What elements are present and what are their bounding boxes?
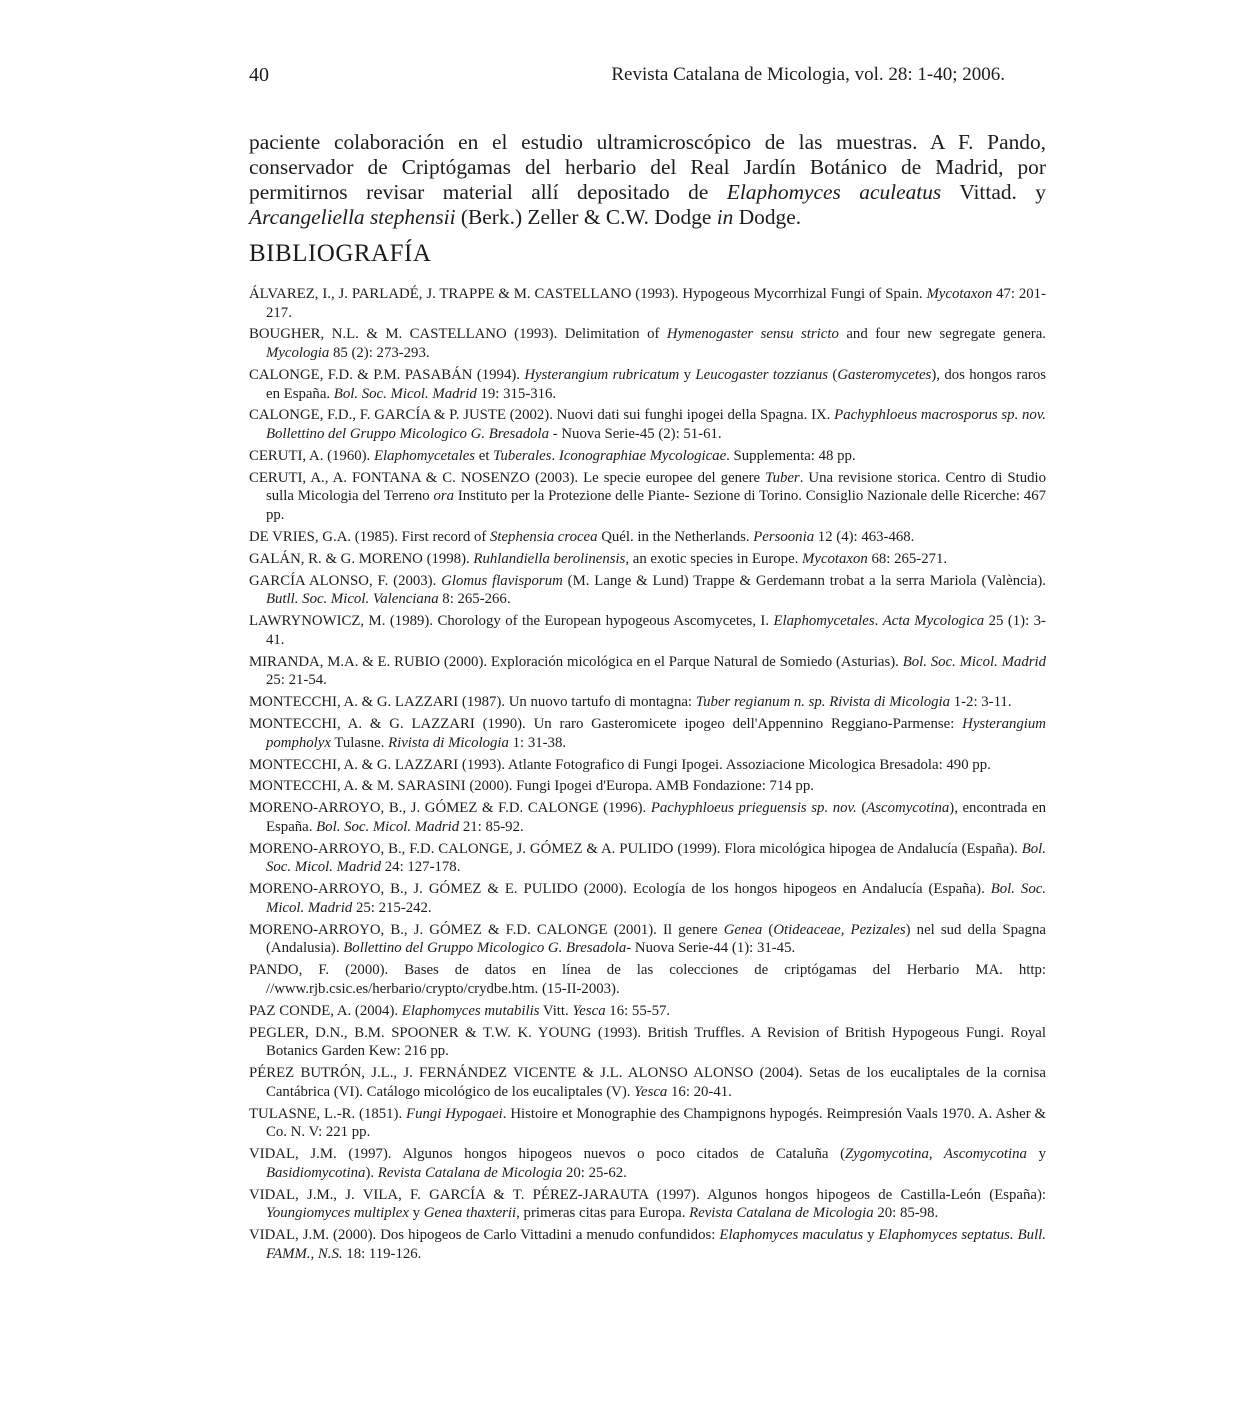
reference-text: 85 (2): 273-293. [329, 345, 430, 362]
reference-text: CERUTI, A. (1960). [249, 447, 374, 464]
reference-text: , an exotic species in Europe. [625, 550, 803, 567]
reference-text: 25: 21-54. [266, 672, 327, 689]
reference-text: MORENO-ARROYO, B., F.D. CALONGE, J. GÓMEZ & A. PULIDO (1999). Flora micológica hipogea de Andalucía (España). [249, 840, 1022, 857]
reference-italic-text: Genea [723, 921, 763, 938]
reference-italic-text: Gasteromycetes [837, 366, 932, 383]
reference-text: Vitt. [539, 1002, 573, 1019]
reference-italic-text: Fungi Hypogaei [406, 1105, 503, 1122]
acknowledgement-paragraph [249, 130, 1046, 230]
reference-text: MONTECCHI, A. & M. SARASINI (2000). Fungi Ipogei d'Europa. AMB Fondazione: 714 pp. [249, 778, 814, 795]
reference-italic-text: Mycotaxon [926, 286, 993, 302]
reference-text: MONTECCHI, A. & G. LAZZARI (1990). Un raro Gasteromicete ipogeo dell'Appennino Reggiano-Parmense: [249, 716, 963, 733]
reference-text: VIDAL, J.M., J. VILA, F. GARCÍA & T. PÉREZ-JARAUTA (1997). Algunos hongos hipogeos de Castilla-León (España): [249, 1186, 1046, 1203]
reference-text: ( [856, 800, 867, 817]
section-heading: BIBLIOGRAFÍA [249, 240, 432, 267]
reference-text: 25: 215-242. [352, 899, 432, 916]
reference-italic-text: Mycologia [266, 345, 330, 362]
reference-italic-text: Elaphomycetales [373, 447, 476, 464]
reference-text: MONTECCHI, A. & G. LAZZARI (1987). Un nuovo tartufo di montagna: [249, 694, 696, 711]
reference-text: PANDO, F. (2000). Bases de datos en línea de las colecciones de criptógamas del Herbario MA. http: //www.rjb.csic.es/herbario/crypto/crydbe.htm. (15-II-2003). [249, 962, 1046, 997]
reference-italic-text: Elaphomyces septatus. Bull. FAMM., N.S. [266, 1227, 1046, 1262]
reference-text: ÁLVAREZ, I., J. PARLADÉ, J. TRAPPE & M. CASTELLANO (1993). Hypogeous Mycorrhizal Fungi of Spain. [249, 286, 927, 302]
reference-entry [249, 1002, 1046, 1021]
reference-text: et [475, 447, 494, 464]
reference-text: GALÁN, R. & G. MORENO (1998). [249, 550, 474, 567]
reference-italic-text: Tuber [765, 469, 800, 486]
reference-italic-text: Elaphomyces maculatus [719, 1227, 864, 1244]
reference-entry [249, 840, 1046, 877]
reference-text: 25 (1): 3-41. [266, 613, 1046, 648]
text-run: paciente colaboración en el estudio ultramicroscópico de las muestras. A F. Pando, conservador de Criptógamas del herbario del Real Jardín Botánico de Madrid, por permitirnos revisar material allí depositado de [249, 130, 1046, 204]
reference-text: - Nuova Serie-44 (1): 31-45. [626, 940, 796, 957]
reference-italic-text: Persoonia [753, 528, 815, 545]
reference-text: 68: 265-271. [867, 550, 948, 567]
reference-text: 21: 85-92. [459, 818, 524, 835]
reference-text: Instituto per la Protezione delle Piante- Sezione di Torino. Consiglio Nazionale delle Ricerche: 467 pp. [266, 488, 1047, 524]
reference-entry [249, 1024, 1046, 1061]
reference-italic-text: Yesca [634, 1083, 668, 1100]
reference-text: ( [828, 366, 838, 383]
reference-italic-text: Iconographiae Mycologicae [558, 447, 727, 464]
reference-text: VIDAL, J.M. (1997). Algunos hongos hipogeos nuevos o poco citados de Cataluña ( [249, 1146, 846, 1163]
reference-italic-text: Zygomycotina, Ascomycotina [845, 1146, 1027, 1163]
reference-text: 8: 265-266. [438, 591, 511, 608]
reference-italic-text: Stephensia crocea [489, 528, 598, 545]
reference-entry [249, 756, 1046, 775]
reference-italic-text: Bollettino del Gruppo Micologico G. Bresadola [343, 940, 627, 957]
reference-italic-text: Tuber regianum n. sp. Rivista di Micologia [695, 694, 951, 711]
reference-entry [249, 528, 1046, 547]
reference-entry [249, 777, 1046, 796]
reference-text: . [551, 447, 559, 464]
reference-text: 16: 20-41. [667, 1083, 732, 1100]
reference-entry [249, 572, 1046, 609]
reference-italic-text: Bol. Soc. Micol. Madrid [333, 385, 477, 402]
reference-text: DE VRIES, G.A. (1985). First record of [249, 528, 490, 545]
reference-entry [249, 880, 1046, 917]
reference-text: PÉREZ BUTRÓN, J.L., J. FERNÁNDEZ VICENTE & J.L. ALONSO ALONSO (2004). Setas de los eucaliptales de la cornisa Cantábrica (VI). Catálogo micológico de los eucaliptales (V). [249, 1065, 1046, 1100]
reference-text: BOUGHER, N.L. & M. CASTELLANO (1993). Delimitation of [249, 326, 667, 343]
reference-entry [249, 921, 1046, 958]
reference-text: CALONGE, F.D. & P.M. PASABÁN (1994). [249, 366, 525, 383]
reference-text: 16: 55-57. [605, 1002, 671, 1019]
reference-italic-text: Leucogaster tozzianus [695, 366, 829, 383]
reference-text: MORENO-ARROYO, B., J. GÓMEZ & F.D. CALONGE (2001). Il genere [249, 921, 724, 938]
reference-italic-text: Tuberales [493, 447, 552, 464]
reference-entry [249, 1064, 1046, 1101]
reference-text: y [679, 366, 696, 383]
reference-entry [249, 1105, 1046, 1142]
reference-text: y [1026, 1146, 1046, 1163]
reference-text: - Nuova Serie-45 (2): 51-61. [549, 426, 722, 443]
reference-entry [249, 285, 1046, 322]
reference-text: y [408, 1205, 424, 1222]
reference-entry [249, 1226, 1046, 1263]
acknowledgement-text [249, 130, 1046, 230]
reference-entry [249, 1145, 1046, 1182]
reference-italic-text: Yesca [572, 1002, 606, 1019]
reference-italic-text: Butll. Soc. Micol. Valenciana [266, 591, 439, 608]
reference-entry [249, 550, 1046, 569]
reference-text: . [874, 613, 883, 630]
reference-text: 24: 127-178. [381, 859, 461, 876]
reference-italic-text: Elaphomycetales [773, 613, 875, 630]
reference-text: ). [365, 1164, 378, 1181]
reference-text: LAWRYNOWICZ, M. (1989). Chorology of the European hypogeous Ascomycetes, I. [249, 613, 774, 630]
reference-text: Quél. in the Netherlands. [597, 528, 754, 545]
reference-entry [249, 612, 1046, 649]
text-run: Dodge. [733, 205, 802, 229]
reference-text: 19: 315-316. [476, 385, 557, 402]
reference-text: 1: 31-38. [508, 734, 567, 751]
reference-text: CERUTI, A., A. FONTANA & C. NOSENZO (2003). Le specie europee del genere [249, 469, 766, 486]
reference-text: MIRANDA, M.A. & E. RUBIO (2000). Exploración micológica en el Parque Natural de Somiedo (Asturias). [249, 653, 903, 670]
reference-italic-text: Elaphomyces mutabilis [401, 1002, 540, 1019]
reference-text: Tulasne. [330, 734, 389, 751]
reference-italic-text: Acta Mycologica [882, 613, 985, 630]
reference-text: ( [762, 921, 774, 938]
page-number: 40 [249, 64, 269, 86]
reference-italic-text: Bol. Soc. Micol. Madrid [902, 653, 1047, 670]
reference-italic-text: Hymenogaster sensu stricto [666, 326, 839, 343]
reference-entry [249, 447, 1046, 466]
reference-text: MONTECCHI, A. & G. LAZZARI (1993). Atlante Fotografico di Fungi Ipogei. Assoziacione Micologica Bresadola: 490 pp. [249, 756, 991, 773]
reference-italic-text: Ruhlandiella berolinensis [473, 550, 626, 567]
reference-italic-text: ora [433, 488, 455, 505]
reference-text: ) nel sud della Spagna (Andalusia). [266, 921, 1046, 957]
reference-italic-text: Mycotaxon [802, 550, 868, 567]
reference-text: ), encontrada en España. [266, 800, 1046, 835]
italic-text: Elaphomyces aculeatus [726, 180, 942, 204]
reference-text: (M. Lange & Lund) Trappe & Gerdemann trobat a la serra Mariola (València). [562, 572, 1046, 589]
running-header: Revista Catalana de Micologia, vol. 28: 1-40; 2006. [611, 64, 1005, 85]
reference-italic-text: Revista Catalana de Micologia [377, 1164, 563, 1181]
reference-text: 18: 119-126. [342, 1245, 422, 1262]
reference-text: CALONGE, F.D., F. GARCÍA & P. JUSTE (2002). Nuovi dati sui funghi ipogei della Spagna. IX. [249, 407, 835, 424]
reference-text: VIDAL, J.M. (2000). Dos hipogeos de Carlo Vittadini a menudo confundidos: [249, 1227, 720, 1244]
reference-text: 1-2: 3-11. [950, 694, 1012, 711]
reference-entry [249, 653, 1046, 690]
reference-text: 47: 201-217. [266, 286, 1046, 321]
reference-text: MORENO-ARROYO, B., J. GÓMEZ & E. PULIDO (2000). Ecología de los hongos hipogeos en Andalucía (España). [249, 881, 991, 898]
reference-entry [249, 1186, 1046, 1223]
reference-text: 20: 25-62. [562, 1164, 627, 1181]
reference-entry [249, 325, 1046, 362]
reference-text: MORENO-ARROYO, B., J. GÓMEZ & F.D. CALONGE (1996). [249, 800, 651, 817]
italic-text: Arcangeliella stephensii [249, 205, 456, 229]
reference-text: . Una revisione storica. Centro di Studio sulla Micologia del Terreno [266, 469, 1047, 505]
reference-entry [249, 799, 1046, 836]
reference-italic-text: Bol. Soc. Micol. Madrid [316, 818, 460, 835]
reference-italic-text: Pachyphloeus prieguensis sp. nov. [650, 800, 857, 817]
reference-italic-text: Hysterangium pompholyx [266, 716, 1046, 751]
reference-text: . Supplementa: 48 pp. [726, 447, 856, 464]
reference-italic-text: Basidiomycotina [266, 1164, 366, 1181]
reference-italic-text: Bol. Soc. Micol. Madrid [266, 881, 1047, 916]
reference-text: PEGLER, D.N., B.M. SPOONER & T.W. K. YOUNG (1993). British Truffles. A Revision of British Hypogeous Fungi. Royal Botanics Garden Kew: 216 pp. [249, 1024, 1046, 1060]
reference-text: ), dos hongos raros en España. [266, 366, 1047, 402]
reference-entry [249, 366, 1046, 403]
italic-text: in [716, 205, 734, 229]
reference-italic-text: Otideaceae, Pezizales [773, 921, 906, 938]
reference-entry [249, 406, 1046, 443]
reference-entry [249, 693, 1046, 712]
reference-text: 20: 85-98. [873, 1205, 939, 1222]
reference-italic-text: Rivista di Micologia [388, 734, 509, 751]
text-run: (Berk.) Zeller & C.W. Dodge [455, 205, 717, 229]
reference-text: , primeras citas para Europa. [516, 1205, 690, 1222]
reference-italic-text: Revista Catalana de Micologia [689, 1205, 874, 1222]
reference-entry [249, 715, 1046, 752]
reference-text: GARCÍA ALONSO, F. (2003). [249, 572, 442, 589]
reference-text: . Histoire et Monographie des Champignons hypogés. Reimpresión Vaals 1970. A. Asher & Co. N. V: 221 pp. [266, 1105, 1046, 1141]
reference-entry [249, 469, 1046, 525]
reference-text: TULASNE, L.-R. (1851). [249, 1105, 407, 1122]
reference-italic-text: Glomus flavisporum [441, 572, 563, 589]
reference-italic-text: Hysterangium rubricatum [524, 366, 680, 383]
reference-text: y [863, 1227, 879, 1244]
reference-italic-text: Genea thaxterii [423, 1205, 517, 1222]
reference-italic-text: Youngiomyces multiplex [266, 1205, 409, 1222]
reference-text: PAZ CONDE, A. (2004). [249, 1002, 402, 1019]
reference-entry [249, 961, 1046, 998]
reference-italic-text: Bol. Soc. Micol. Madrid [266, 840, 1046, 876]
bibliography-list [249, 285, 1046, 1267]
reference-text: 12 (4): 463-468. [814, 528, 915, 545]
text-run: Vittad. y [941, 180, 1046, 204]
reference-italic-text: Pachyphloeus macrosporus sp. nov. Bollettino del Gruppo Micologico G. Bresadola [266, 407, 1046, 443]
reference-italic-text: Ascomycotina [866, 800, 950, 817]
reference-text: and four new segregate genera. [838, 326, 1046, 343]
